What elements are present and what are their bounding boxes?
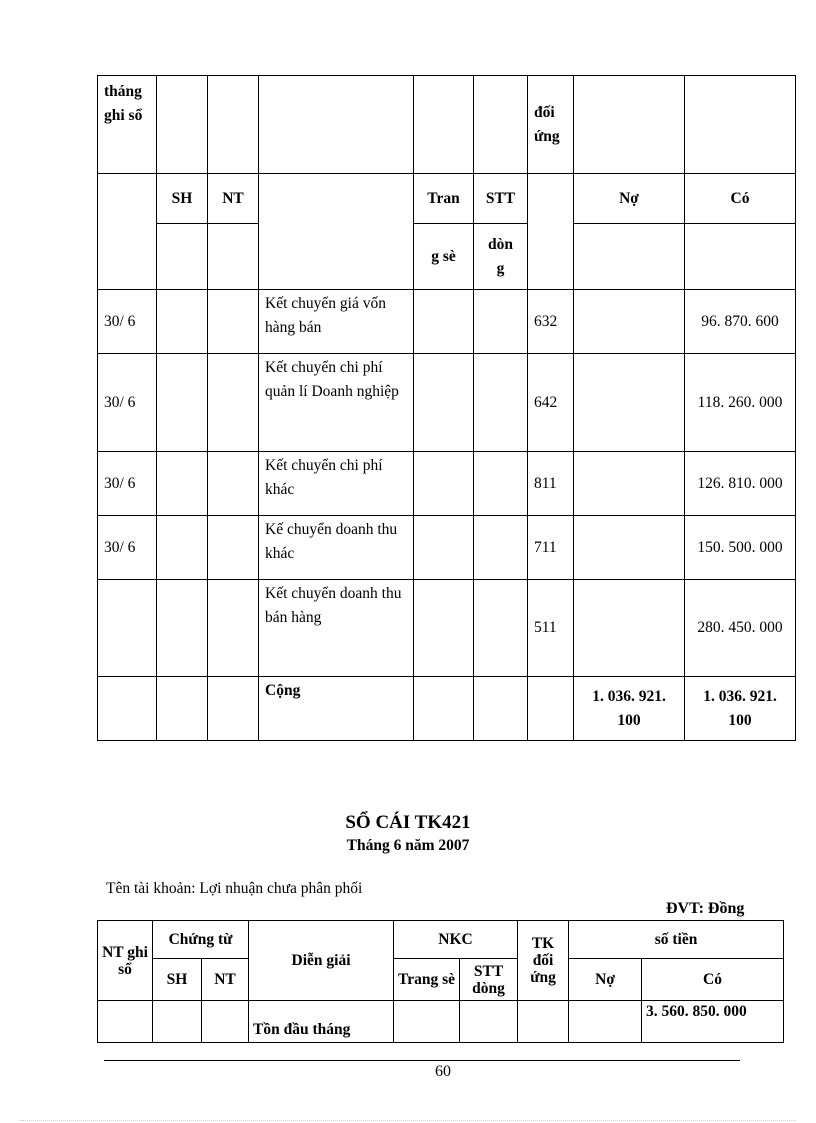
row-credit: 96. 870. 600 bbox=[685, 290, 796, 354]
row-description: Kết chuyển chi phí quản lí Doanh nghiệp bbox=[259, 354, 414, 452]
row-debit bbox=[574, 354, 685, 452]
row-debit bbox=[574, 290, 685, 354]
row-description: Kết chuyển doanh thu bán hàng bbox=[259, 580, 414, 677]
row-description: Kết chuyển chi phí khác bbox=[259, 452, 414, 516]
header-debit: Nợ bbox=[569, 959, 642, 1001]
header-contra: đối ứng bbox=[528, 76, 574, 174]
header-page: Trang sè bbox=[394, 959, 460, 1001]
table-row bbox=[98, 516, 796, 580]
header-page-bottom: g sè bbox=[414, 224, 474, 290]
row-date: 30/ 6 bbox=[98, 516, 157, 580]
row-description: Kế chuyển doanh thu khác bbox=[259, 516, 414, 580]
row-date: 30/ 6 bbox=[98, 290, 157, 354]
header-sh: SH bbox=[153, 959, 202, 1001]
header-amount: số tiền bbox=[569, 921, 784, 959]
page-edge bbox=[20, 1120, 796, 1121]
header-credit: Có bbox=[642, 959, 784, 1001]
row-contra: 811 bbox=[528, 452, 574, 516]
header-row-sub bbox=[98, 174, 796, 224]
header-row-sub2 bbox=[98, 224, 796, 290]
row-contra: 642 bbox=[528, 354, 574, 452]
header-line-bottom: dòn g bbox=[474, 224, 528, 290]
ledger-title: SỔ CÁI TK421 bbox=[345, 812, 471, 833]
row-date: 30/ 6 bbox=[98, 354, 157, 452]
ledger-header-row-1 bbox=[98, 921, 784, 959]
row-debit bbox=[574, 516, 685, 580]
table-row bbox=[98, 452, 796, 516]
row-debit bbox=[574, 580, 685, 677]
row-contra: 511 bbox=[528, 580, 574, 677]
table-row bbox=[98, 580, 796, 677]
opening-debit bbox=[569, 1001, 642, 1043]
header-description: Diễn giải bbox=[249, 921, 394, 1001]
header-row-top bbox=[98, 76, 796, 174]
footer-rule bbox=[104, 1060, 740, 1061]
account-name: Tên tài khoản: Lợi nhuận chưa phân phối bbox=[106, 880, 363, 897]
ledger-header-row-2 bbox=[98, 959, 784, 1001]
total-label: Cộng bbox=[259, 677, 414, 741]
header-credit: Có bbox=[685, 174, 796, 224]
row-credit: 280. 450. 000 bbox=[685, 580, 796, 677]
row-contra: 711 bbox=[528, 516, 574, 580]
row-debit bbox=[574, 452, 685, 516]
row-date: 30/ 6 bbox=[98, 452, 157, 516]
header-nkc: NKC bbox=[394, 921, 518, 959]
row-contra: 632 bbox=[528, 290, 574, 354]
total-debit: 1. 036. 921. 100 bbox=[574, 677, 685, 741]
row-date bbox=[98, 580, 157, 677]
header-sh: SH bbox=[157, 174, 208, 224]
row-credit: 150. 500. 000 bbox=[685, 516, 796, 580]
header-line-no: STT dòng bbox=[460, 959, 518, 1001]
currency-unit: ĐVT: Đồng bbox=[666, 900, 745, 917]
ledger-period: Tháng 6 năm 2007 bbox=[346, 837, 470, 854]
header-line-top: STT bbox=[474, 174, 528, 224]
header-voucher: Chứng từ bbox=[153, 921, 249, 959]
header-nt: NT bbox=[202, 959, 249, 1001]
row-credit: 118. 260. 000 bbox=[685, 354, 796, 452]
table-row bbox=[98, 354, 796, 452]
table-row bbox=[98, 290, 796, 354]
tk421-ledger-table bbox=[97, 920, 784, 1043]
total-row bbox=[98, 677, 796, 741]
header-nt: NT bbox=[208, 174, 259, 224]
row-description: Kết chuyển giá vốn hàng bán bbox=[259, 290, 414, 354]
header-debit: Nợ bbox=[574, 174, 685, 224]
header-page-top: Tran bbox=[414, 174, 474, 224]
ledger-continuation-table bbox=[97, 75, 796, 741]
opening-label: Tồn đầu tháng bbox=[249, 1001, 394, 1043]
total-credit: 1. 036. 921. 100 bbox=[685, 677, 796, 741]
row-credit: 126. 810. 000 bbox=[685, 452, 796, 516]
header-nt-ghi-so: NT ghi sổ bbox=[98, 921, 153, 1001]
opening-balance-row bbox=[98, 1001, 784, 1043]
header-date-recorded: tháng ghi sổ bbox=[98, 76, 157, 174]
page-number: 60 bbox=[435, 1063, 451, 1080]
opening-credit: 3. 560. 850. 000 bbox=[642, 1001, 784, 1043]
header-contra-account: TK đối ứng bbox=[518, 921, 569, 1001]
